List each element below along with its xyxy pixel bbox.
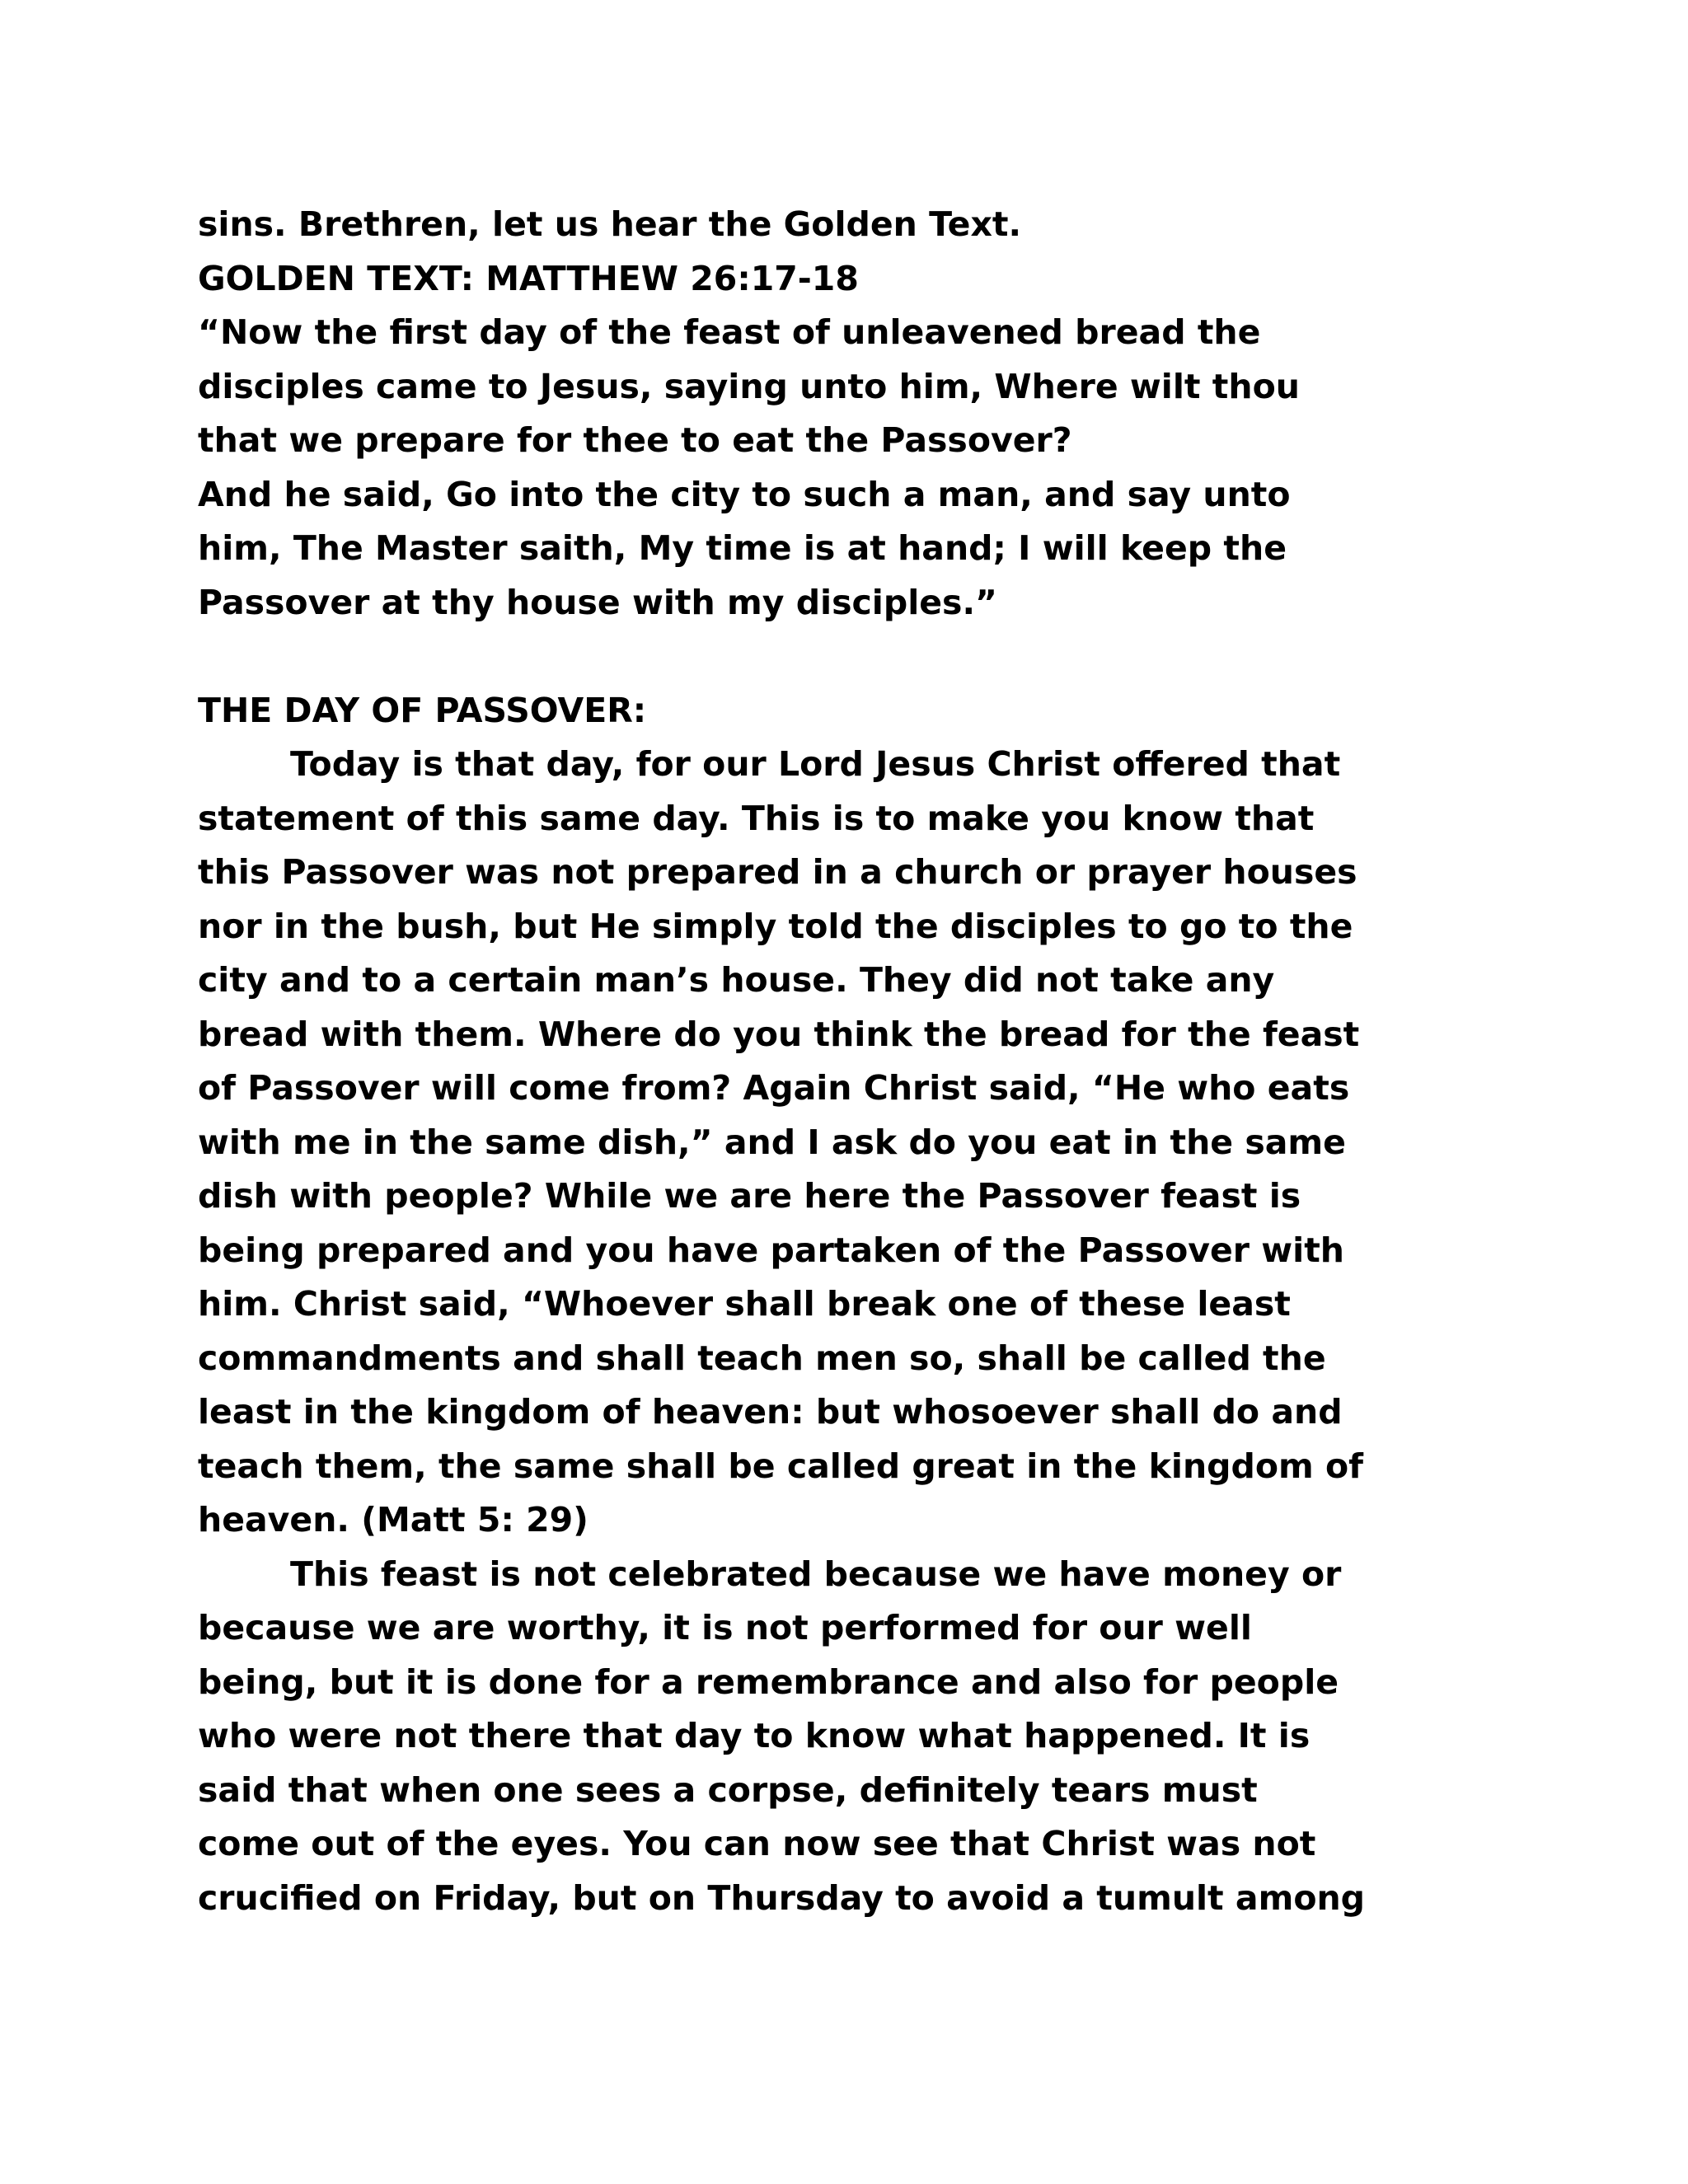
paragraph-1 bbox=[198, 738, 1508, 1548]
quote-line: Passover at thy house with my disciples.” bbox=[198, 582, 997, 622]
paragraph-line: nor in the bush, but He simply told the disciples to go to the bbox=[198, 906, 1353, 946]
paragraph-line: him. Christ said, “Whoever shall break one of these least bbox=[198, 1284, 1291, 1324]
paragraph-line: heaven. (Matt 5: 29) bbox=[198, 1500, 588, 1540]
paragraph-line: dish with people? While we are here the Passover feast is bbox=[198, 1176, 1301, 1216]
paragraph-line: of Passover will come from? Again Christ said, “He who eats bbox=[198, 1068, 1350, 1108]
paragraph-line: being, but it is done for a remembrance and also for people bbox=[198, 1661, 1339, 1702]
blank-line bbox=[198, 630, 1508, 684]
paragraph-line: said that when one sees a corpse, definitely tears must bbox=[198, 1769, 1258, 1810]
paragraph-line: statement of this same day. This is to make you know that bbox=[198, 798, 1315, 838]
quote-line: that we prepare for thee to eat the Passover? bbox=[198, 420, 1072, 460]
paragraph-line: with me in the same dish,” and I ask do you eat in the same bbox=[198, 1122, 1346, 1162]
section-heading: THE DAY OF PASSOVER: bbox=[198, 690, 647, 730]
golden-text-quote bbox=[198, 306, 1508, 630]
paragraph-line: This feast is not celebrated because we have money or bbox=[290, 1554, 1342, 1594]
paragraph-line: because we are worthy, it is not performed for our well bbox=[198, 1608, 1252, 1647]
quote-line: him, The Master saith, My time is at hand; I will keep the bbox=[198, 528, 1287, 568]
paragraph-line: least in the kingdom of heaven: but whosoever shall do and bbox=[198, 1392, 1343, 1432]
quote-line: “Now the first day of the feast of unleavened bread the bbox=[198, 312, 1261, 352]
paragraph-line: teach them, the same shall be called great in the kingdom of bbox=[198, 1446, 1363, 1486]
intro-line: sins. Brethren, let us hear the Golden Text. bbox=[198, 204, 1022, 244]
quote-line: disciples came to Jesus, saying unto him, Where wilt thou bbox=[198, 366, 1300, 406]
paragraph-line: this Passover was not prepared in a church or prayer houses bbox=[198, 852, 1357, 892]
paragraph-line: bread with them. Where do you think the bread for the feast bbox=[198, 1014, 1360, 1054]
document-body bbox=[198, 198, 1508, 1925]
golden-text-heading: GOLDEN TEXT: MATTHEW 26:17-18 bbox=[198, 258, 859, 298]
paragraph-line: who were not there that day to know what happened. It is bbox=[198, 1716, 1311, 1755]
paragraph-line: Today is that day, for our Lord Jesus Christ offered that bbox=[290, 744, 1341, 784]
paragraph-line: city and to a certain man’s house. They did not take any bbox=[198, 960, 1275, 1000]
paragraph-line: commandments and shall teach men so, shall be called the bbox=[198, 1338, 1326, 1378]
quote-line: And he said, Go into the city to such a man, and say unto bbox=[198, 474, 1291, 514]
paragraph-line: being prepared and you have partaken of the Passover with bbox=[198, 1230, 1344, 1270]
paragraph-line: come out of the eyes. You can now see that Christ was not bbox=[198, 1824, 1316, 1863]
paragraph-line: crucified on Friday, but on Thursday to avoid a tumult among bbox=[198, 1877, 1366, 1918]
paragraph-2 bbox=[198, 1548, 1508, 1926]
